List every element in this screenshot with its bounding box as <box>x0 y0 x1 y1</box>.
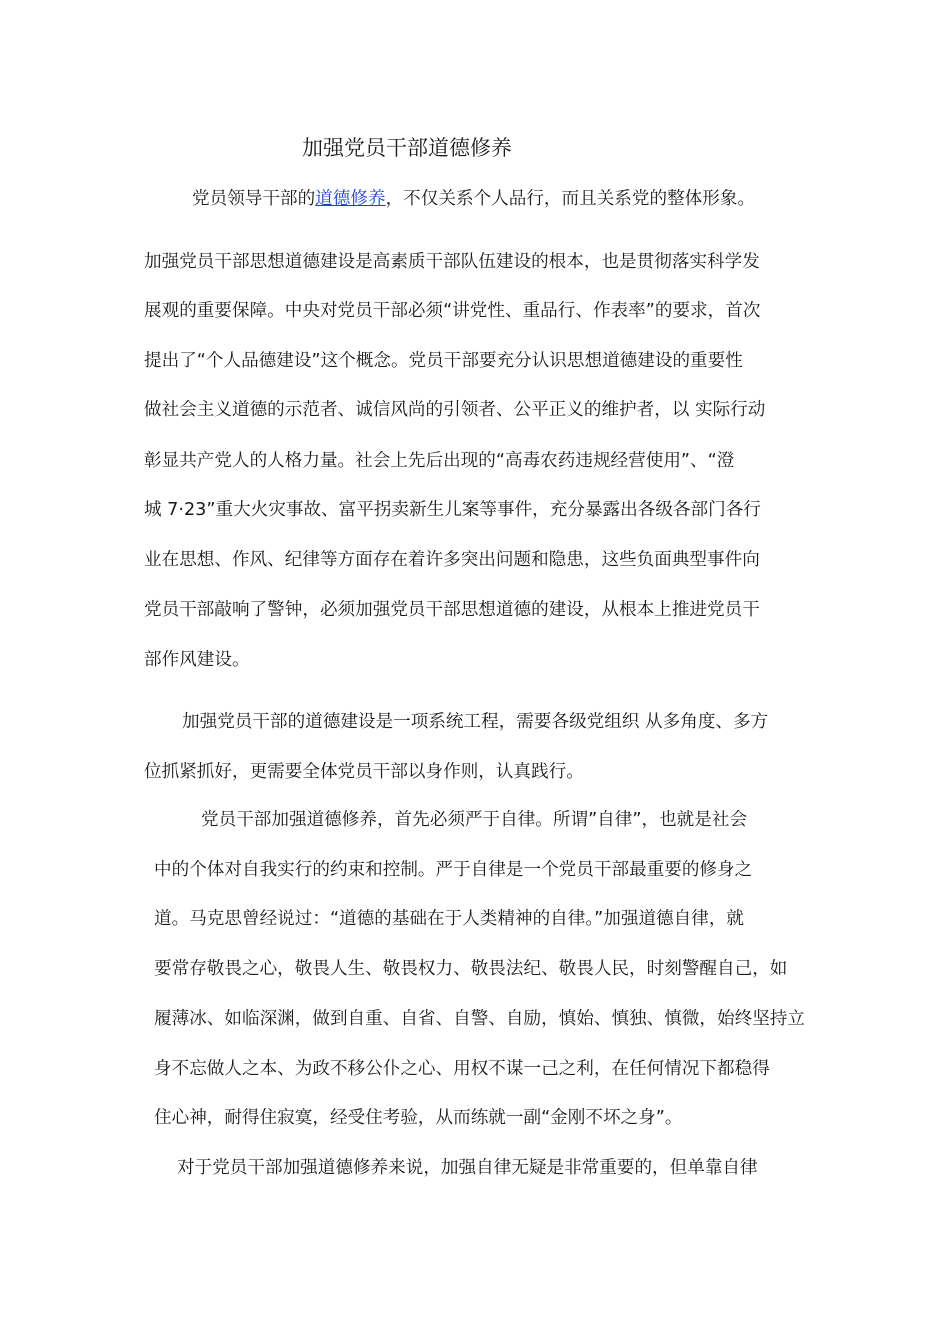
moral-cultivation-link[interactable]: 道德修养 <box>315 189 386 209</box>
paragraph-1-line: 党员干部敲响了警钟，必须加强党员干部思想道德的建设，从根本上推进党员干 <box>144 600 760 620</box>
document-title: 加强党员干部道德修养 <box>302 136 512 160</box>
paragraph-3-line: 中的个体对自我实行的约束和控制。严于自律是一个党员干部最重要的修身之 <box>154 860 753 880</box>
paragraph-4-line: 对于党员干部加强道德修养来说，加强自律无疑是非常重要的，但单靠自律 <box>177 1158 758 1178</box>
paragraph-3-line: 身不忘做人之本、为政不移公仆之心、用权不谋一己之利，在任何情况下都稳得 <box>154 1059 770 1079</box>
intro-text-after: ，不仅关系个人品行，而且关系党的整体形象。 <box>385 189 756 209</box>
paragraph-1-line: 展观的重要保障。中央对党员干部必须“讲党性、重品行、作表率”的要求，首次 <box>144 301 761 321</box>
paragraph-3-line: 履薄冰、如临深渊，做到自重、自省、自警、自励，慎始、慎独、慎微，始终坚持立 <box>154 1009 805 1029</box>
paragraph-1-line: 城 7·23”重大火灾事故、富平拐卖新生儿案等事件，充分暴露出各级各部门各行 <box>144 500 761 520</box>
paragraph-1-line: 业在思想、作风、纪律等方面存在着许多突出问题和隐患，这些负面典型事件向 <box>144 550 760 570</box>
paragraph-3-line: 要常存敬畏之心，敬畏人生、敬畏权力、敬畏法纪、敬畏人民，时刻警醒自己，如 <box>154 959 788 979</box>
paragraph-1-line: 做社会主义道德的示范者、诚信风尚的引领者、公平正义的维护者，以 实际行动 <box>144 400 766 420</box>
paragraph-2-line: 加强党员干部的道德建设是一项系统工程，需要各级党组织 从多角度、多方 <box>182 712 769 732</box>
paragraph-1-line: 提出了“个人品德建设”这个概念。党员干部要充分认识思想道德建设的重要性 <box>144 351 743 371</box>
paragraph-3-line: 道。马克思曾经说过：“道德的基础在于人类精神的自律。”加强道德自律，就 <box>154 909 745 929</box>
paragraph-3-line: 住心神，耐得住寂寞，经受住考验，从而练就一副“金刚不坏之身”。 <box>154 1108 683 1128</box>
paragraph-1-line: 彰显共产党人的人格力量。社会上先后出现的“高毒农药违规经营使用”、“澄 <box>144 451 735 471</box>
paragraph-3-line: 党员干部加强道德修养，首先必须严于自律。所谓”自律”，也就是社会 <box>201 810 748 830</box>
intro-text-before: 党员领导干部的 <box>192 189 316 209</box>
intro-line <box>192 187 755 211</box>
paragraph-2-line: 位抓紧抓好，更需要全体党员干部以身作则，认真践行。 <box>144 762 584 782</box>
paragraph-1-line: 部作风建设。 <box>144 650 250 670</box>
paragraph-1-line: 加强党员干部思想道德建设是高素质干部队伍建设的根本，也是贯彻落实科学发 <box>144 252 760 272</box>
